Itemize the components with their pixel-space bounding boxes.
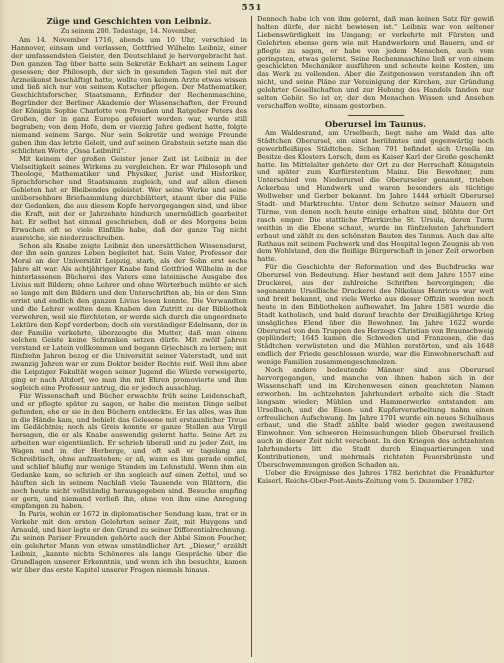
article-paragraph: Am 14. November 1716, abends um 10 Uhr, verschied in Hannover, einsam und verlassen, Gottfried Wilhelm Leibniz, einer der umfassendsten Geister, den Deutschland je hervorgebracht hat. Den ganzen Tag über hatte sein Sekretär Eckhart an seinem Lager gesessen; der Philosoph, der sich in gesunden Tagen viel mit der Arzneikunst beschäftigt hatte, wollte von keinem Arzte etwas wissen und ließ sich nur von seinem Kutscher pflegen. Der Mathematiker, Geschichtsforscher, Staatsmann, Erfinder der Rechenmaschine, Begründer der Berliner Akademie der Wissenschaften, der Freund der Königin Sophie Charlotte von Preußen und Ratgeber Peters des Großen, der in ganz Europa gefeiert worden war, wurde still begraben; von dem Hofe, dem er vierzig Jahre gedient hatte, folgte niemand seinem Sarge. Nur sein Sekretär und wenige Freunde gaben ihm das letzte Geleit, und auf seinen Grabstein setzte man die schlichten Worte „Ossa Leibnitii“.: [11, 36, 247, 155]
article-paragraph-continued: Dennoch habe ich von ihm gelernt, daß man keinen Satz für gewiß halten dürfe, der nicht bewiesen ist.“ Leibniz war von seltener Liebenswürdigkeit im Umgang; er verkehrte mit Fürsten und Gelehrten ebenso gern wie mit Handwerkern und Bauern, und er pflegte zu sagen, er habe von jedem Menschen, auch vom geringsten, etwas gelernt. Seine Rechenmaschine ließ er von einem geschickten Mechaniker ausführen und scheute keine Kosten, um das Werk zu vollenden. Aber die Zeitgenossen verstanden ihn oft nicht, und seine Pläne zur Vereinigung der Kirchen, zur Gründung gelehrter Gesellschaften und zur Hebung des Handels fanden nur selten Gehör. So ist er, der den Menschen Wissen und Ansehen verschaffen wollte, einsam gestorben.: [257, 16, 494, 110]
page-number: 551: [241, 3, 263, 13]
left-column: [11, 16, 247, 657]
article-paragraph: Schon als Knabe zeigte Leibniz den unersättlichen Wissensdurst, der ihn sein ganzes Leben begleitet hat. Sein Vater, Professor der Moral an der Universität Leipzig, starb, als der Sohn erst sechs Jahre alt war. Als achtjähriger Knabe fand Gottfried Wilhelm in der hinterlassenen Bücherei des Vaters eine lateinische Ausgabe des Livius mit Bildern; ohne Lehrer und ohne Wörterbuch mühte er sich so lange mit den Bildern und den Unterschriften ab, bis er den Sinn erriet und endlich den ganzen Livius lesen konnte. Die Verwandten und die Lehrer wollten dem Knaben den Zutritt zu der Bibliothek verwehren, weil sie fürchteten, er werde sich durch die ungeordnete Lektüre den Kopf verderben; doch ein verständiger Edelmann, der in der Familie verkehrte, überzeugte die Mutter, daß man einem solchen Geiste keine Schranken setzen dürfe. Mit zwölf Jahren verstand er Latein vollkommen und begann Griechisch zu lernen; mit fünfzehn Jahren bezog er die Universität seiner Vaterstadt, und mit zwanzig Jahren war er zum Doktor beider Rechte reif. Weil ihm aber die Leipziger Fakultät wegen seiner Jugend die Würde verweigerte, ging er nach Altdorf, wo man ihn mit Ehren promovierte und ihm sogleich eine Professur antrug, die er jedoch ausschlug.: [11, 241, 247, 392]
right-column: [257, 16, 494, 657]
article-paragraph: Für die Geschichte der Reformation und des Buchdrucks war Oberursel von Bedeutung. Hier bestand seit dem Jahre 1557 eine Druckerei, aus der zahlreiche Schriften hervorgingen; die sogenannte Ursellische Druckerei des Nikolaus Henricus war weit und breit bekannt, und viele Werke aus dieser Offizin werden noch heute in den Bibliotheken aufbewahrt. Im Jahre 1581 wurde die Stadt katholisch, und bald darauf brachte der Dreißigjährige Krieg unsägliches Elend über die Bewohner. Im Jahre 1622 wurde Oberursel von den Truppen des Herzogs Christian von Braunschweig geplündert; 1645 kamen die Schweden und Franzosen, die das Städtchen verwüsteten und die Mühlen zerstörten, und als 1648 endlich der Friede geschlossen wurde, war die Einwohnerschaft auf wenige Familien zusammengeschmolzen.: [257, 263, 494, 367]
column-divider: [251, 16, 252, 657]
article-paragraph: Mit keinem der großen Geister jener Zeit ist Leibniz in der Vielseitigkeit seines Wirkens zu vergleichen. Er war Philosoph und Theologe, Mathematiker und Physiker, Jurist und Historiker, Sprachforscher und Staatsmann zugleich, und auf allen diesen Gebieten hat er Bleibendes geleistet. Wer seine Werke und seine unübersehbare Briefsammlung durchblättert, staunt über die Fülle der Gedanken, die aus diesem Kopfe hervorgegangen sind, und über die Kraft, mit der er Jahrzehnte hindurch unermüdlich gearbeitet hat. Er selbst hat einmal geschrieben, daß er des Morgens beim Erwachen oft so viele Einfälle habe, daß der ganze Tag nicht ausreiche, sie niederzuschreiben.: [11, 154, 247, 242]
article-paragraph: Für Wissenschaft und Bücher erwachte früh seine Leidenschaft, und er pflegte später zu sagen, er habe die meisten Dinge selbst gefunden, ehe er sie in den Büchern entdeckte. Er las alles, was ihm in die Hände kam, und behielt das Gelesene mit erstaunlicher Treue im Gedächtnis; noch als Greis konnte er ganze Stellen aus Virgil hersagen, die er als Knabe auswendig gelernt hatte. Seine Art zu arbeiten war eigentümlich. Er schrieb überall und zu jeder Zeit, im Wagen und in der Herberge, und oft saß er tagelang am Schreibtisch, ohne aufzustehen; er aß, wann es ihm gerade einfiel, und schlief häufig nur wenige Stunden im Lehnstuhl. Wenn ihm ein Gedanke kam, so schrieb er ihn sogleich auf einen Zettel, und so häuften sich in seinem Nachlaß viele Tausende von Blättern, die noch heute nicht vollständig herausgegeben sind. Besuche empfing er gern, und niemand verließ ihn, ohne von ihm eine Anregung empfangen zu haben.: [11, 391, 247, 511]
article-paragraph: Am Waldesrand, am Urselbach, liegt nahe am Wald das alte Städtchen Oberursel, ein einst berühmtes und gegenwärtig noch gewerbfleißiges Städtchen. Schon 791 befindet sich Ursella im Besitze des Klosters Lorsch, dem es Kaiser Karl der Große geschenkt hatte. Im Mittelalter gehörte der Ort zu der Herrschaft Königstein und später zum Kurfürstentum Mainz. Die Bewohner, zum Unterschied von Niederursel die Oberurseler genannt, trieben Ackerbau und Handwerk und waren besonders als tüchtige Wollweber und Gerber bekannt. Im Jahre 1444 erhielt Oberursel Stadt- und Marktrechte. Unter dem Schutze seiner Mauern und Türme, von denen noch heute einige erhalten sind, blühte der Ort rasch empor. Die stattliche Pfarrkirche St. Ursula, deren Turm weithin in die Ebene schaut, wurde im fünfzehnten Jahrhundert erbaut und zählt zu den schönsten Bauten des Taunus. Auch das alte Rathaus mit seinem Fachwerk und das Hospital legen Zeugnis ab von dem Wohlstand, den die fleißige Bürgerschaft in jener Zeit erworben hatte.: [257, 128, 494, 264]
article-subtitle-leibniz: Zu seinem 200. Todestage, 14. November.: [60, 27, 198, 35]
article-title-oberursel: Oberursel im Taunus.: [324, 118, 427, 129]
article-title-leibniz: Züge und Geschichten von Leibniz.: [46, 16, 212, 26]
article-paragraph: In Paris, wohin er 1672 in diplomatischer Sendung kam, trat er in Verkehr mit den ersten Gelehrten seiner Zeit, mit Huygens und Arnauld, und hier legte er den Grund zu seiner Differentialrechnung. Zu seinen Pariser Freunden gehörte auch der Abbé Simon Foucher, ein gelehrter Mann von etwas umständlicher Art. „Dieser,“ erzählt Leibniz, „kannte nichts Schöneres als lange Gespräche über die Grundlagen unserer Erkenntnis, und wenn ich ihn besuchte, kamen wir über das erste Kapitel unserer Fragen niemals hinaus.: [11, 510, 247, 574]
section-rule: [348, 115, 404, 116]
article-paragraph: Ueber die Ereignisse des Jahres 1782 berichtet die Frankfurter Kaiserl. Reichs-Ober-Post-Amts-Zeitung vom 5. Dezember 1782:: [257, 468, 494, 485]
article-paragraph: Noch andere bedeutende Männer sind aus Oberursel hervorgegangen, und manche von ihnen haben sich in der Wissenschaft und im Kirchenwesen einen geachteten Namen erworben. Im achtzehnten Jahrhundert erholte sich die Stadt langsam wieder; Mühlen und Hammerwerke entstanden am Urselbach, und die Eisen- und Kupferverarbeitung nahm einen erfreulichen Aufschwung. Im Jahre 1701 wurde ein neues Schulhaus erbaut, und die Stadt zählte bald wieder gegen zweitausend Einwohner. Von schweren Heimsuchungen blieb Oberursel freilich auch in dieser Zeit nicht verschont. In den Kriegen des achtzehnten Jahrhunderts litt die Stadt durch Einquartierungen und Kontributionen, und mehrmals richteten Feuersbrünste und Überschwemmungen großen Schaden an.: [257, 366, 494, 469]
